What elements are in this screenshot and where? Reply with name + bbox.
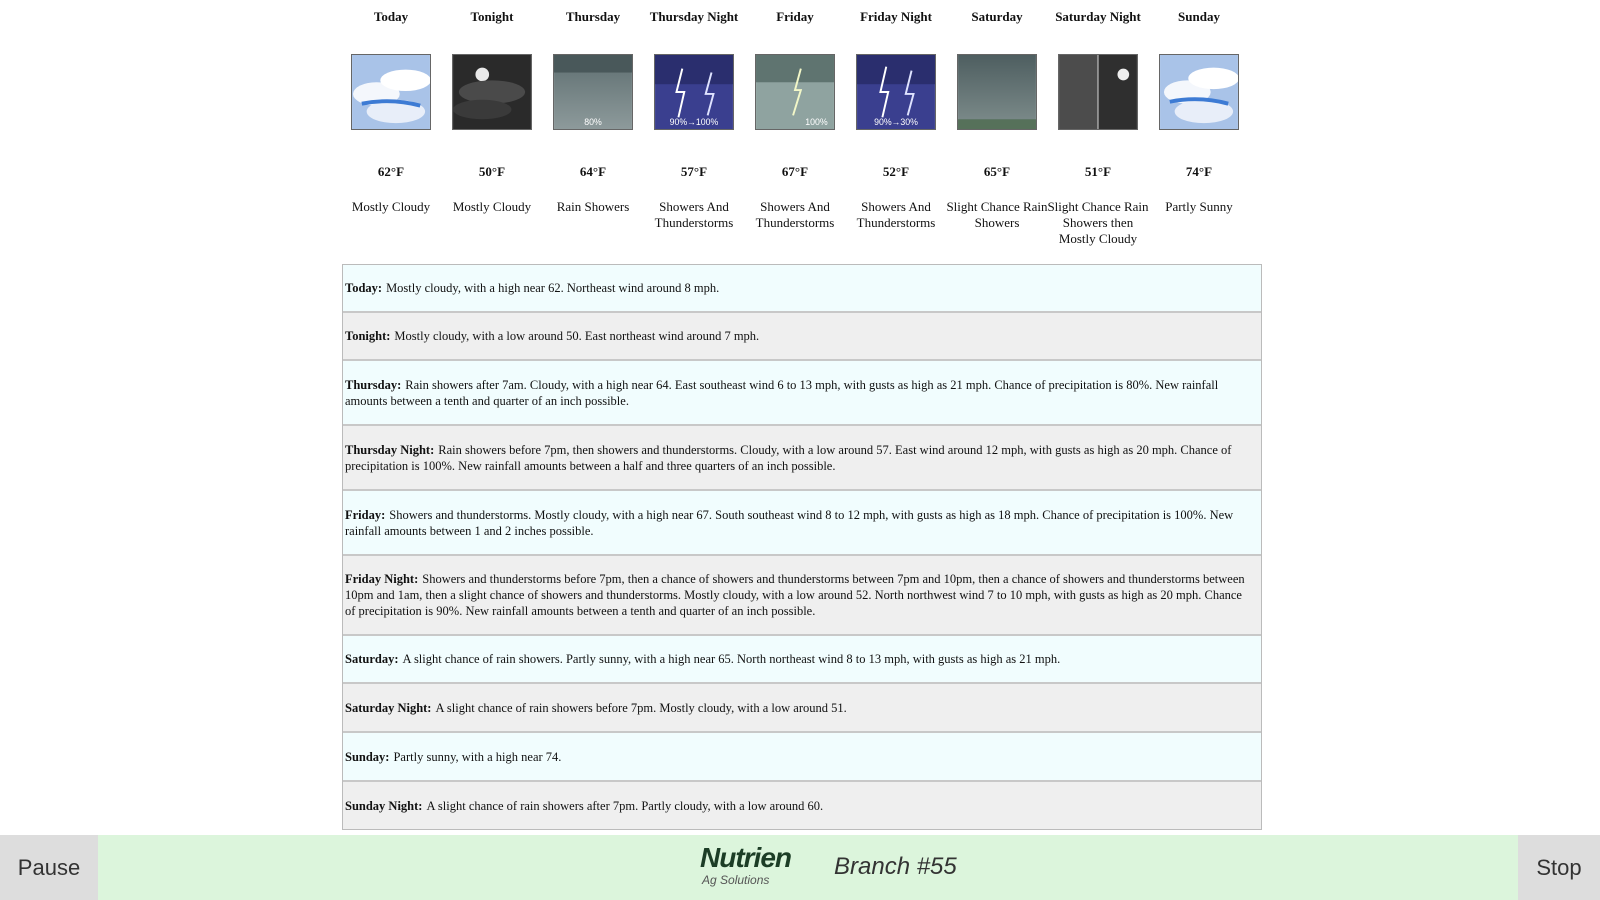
period-name: Thursday Night	[649, 9, 739, 24]
period-name: Sunday	[1178, 9, 1220, 24]
detail-label: Friday:	[345, 507, 386, 522]
branch-label: Branch #55	[834, 853, 957, 880]
forecast-period-thursday-night	[643, 0, 745, 262]
pause-button[interactable]: Pause	[0, 835, 98, 900]
detail-label: Tonight:	[345, 329, 391, 343]
svg-text:90%→30%: 90%→30%	[874, 117, 918, 128]
night-cloudy-icon	[452, 54, 532, 130]
period-name: Thursday	[565, 9, 621, 24]
detail-text: Mostly cloudy, with a low around 50. East northeast wind around 7 mph.	[394, 329, 760, 343]
detail-label: Thursday Night:	[345, 442, 435, 457]
rain-showers-icon	[957, 54, 1037, 130]
detail-row-saturday-night	[343, 684, 1261, 733]
period-temp: 65°F	[983, 164, 1011, 179]
forecast-period-friday	[744, 0, 846, 262]
svg-text:80%: 80%	[584, 117, 602, 128]
detail-text: Rain showers before 7pm, then showers and thunderstorms. Cloudy, with a low around 57. East wind around 12 mph, with gusts as high as 20 mph. Chance of precipitation is 100%. New rainfall amounts between a half and three quarters of an inch possible.	[345, 442, 1232, 473]
period-name: Friday	[776, 9, 814, 24]
detail-label: Sunday:	[345, 749, 390, 764]
detail-label: Saturday Night:	[345, 700, 432, 715]
detail-row-thursday-night	[343, 426, 1261, 491]
detail-row-thursday	[343, 361, 1261, 426]
period-temp: 67°F	[781, 164, 809, 179]
detail-row-today	[343, 265, 1261, 313]
svg-text:90%→100%: 90%→100%	[669, 117, 719, 128]
detail-row-saturday	[343, 636, 1261, 684]
detail-label: Thursday:	[345, 377, 402, 392]
detail-text: Mostly cloudy, with a high near 62. Northeast wind around 8 mph.	[386, 281, 720, 295]
period-temp: 51°F	[1084, 164, 1112, 179]
period-short-forecast: Partly Sunny	[1165, 199, 1233, 214]
period-short-forecast: Showers And Thunderstorms	[856, 199, 936, 230]
detail-text: A slight chance of rain showers. Partly sunny, with a high near 65. North northeast wind 8 to 13 mph, with gusts as high as 21 mph.	[402, 652, 1061, 666]
period-temp: 74°F	[1185, 164, 1213, 179]
period-short-forecast: Showers And Thunderstorms	[654, 199, 734, 230]
detail-row-tonight	[343, 313, 1261, 361]
rain-showers-icon	[553, 54, 633, 130]
night-rain-icon	[1058, 54, 1138, 130]
nutrien-logo	[700, 843, 810, 893]
period-temp: 57°F	[680, 164, 708, 179]
detail-text: A slight chance of rain showers after 7pm. Partly cloudy, with a low around 60.	[426, 798, 824, 813]
detail-text: Rain showers after 7am. Cloudy, with a high near 64. East southeast wind 6 to 13 mph, with gusts as high as 21 mph. Chance of precipitation is 80%. New rainfall amounts between a tenth and quarter of an inch possible.	[345, 377, 1219, 408]
stop-button[interactable]: Stop	[1518, 835, 1600, 900]
period-name: Saturday	[971, 9, 1023, 24]
detail-label: Saturday:	[345, 652, 399, 666]
thunderstorm-icon	[654, 54, 734, 130]
detail-label: Sunday Night:	[345, 798, 423, 813]
detail-row-friday	[343, 491, 1261, 556]
forecast-period-sunday	[1148, 0, 1250, 262]
svg-text:100%: 100%	[805, 117, 828, 128]
forecast-period-tonight	[441, 0, 543, 262]
period-short-forecast: Mostly Cloudy	[452, 199, 532, 214]
period-temp: 64°F	[579, 164, 607, 179]
forecast-period-thursday	[542, 0, 644, 262]
logo-wordmark: Nutrien	[700, 842, 791, 873]
period-short-forecast: Showers And Thunderstorms	[755, 199, 835, 230]
logo-tagline: Ag Solutions	[702, 873, 770, 887]
detail-row-sunday-night	[343, 782, 1261, 829]
forecast-period-saturday-night	[1047, 0, 1149, 262]
period-name: Friday Night	[860, 9, 932, 24]
forecast-strip	[340, 0, 1260, 262]
period-name: Saturday Night	[1055, 9, 1141, 24]
period-name: Tonight	[470, 9, 514, 24]
period-short-forecast: Mostly Cloudy	[351, 199, 431, 214]
detail-text: A slight chance of rain showers before 7pm. Mostly cloudy, with a low around 51.	[435, 700, 847, 715]
detail-row-friday-night	[343, 556, 1261, 636]
partly-cloudy-icon	[1159, 54, 1239, 130]
detailed-forecast-table	[342, 264, 1262, 830]
detail-text: Showers and thunderstorms before 7pm, then a chance of showers and thunderstorms between 7pm and 10pm, then a chance of showers and thunderstorms between 10pm and 1am, then a slight chance of showers and thunderstorms. Mostly cloudy, with a low around 52. North northwest wind 7 to 10 mph, with gusts as high as 20 mph. Chance of precipitation is 90%. New rainfall amounts between a tenth and quarter of an inch possible.	[345, 572, 1245, 618]
footer-bar	[0, 835, 1600, 900]
detail-text: Showers and thunderstorms. Mostly cloudy, with a high near 67. South southeast wind 8 to 12 mph, with gusts as high as 18 mph. Chance of precipitation is 100%. New rainfall amounts between 1 and 2 inches possible.	[345, 507, 1234, 538]
period-temp: 50°F	[478, 164, 506, 179]
partly-cloudy-icon	[351, 54, 431, 130]
period-temp: 52°F	[882, 164, 910, 179]
lightning-showers-icon	[755, 54, 835, 130]
detail-label: Today:	[345, 281, 383, 295]
period-temp: 62°F	[377, 164, 405, 179]
detail-text: Partly sunny, with a high near 74.	[393, 749, 562, 764]
forecast-period-friday-night	[845, 0, 947, 262]
detail-row-sunday	[343, 733, 1261, 782]
thunderstorm-icon	[856, 54, 936, 130]
forecast-period-today	[340, 0, 442, 262]
forecast-period-saturday	[946, 0, 1048, 262]
period-short-forecast: Slight Chance Rain Showers then Mostly Cloudy	[1047, 199, 1149, 246]
detail-label: Friday Night:	[345, 572, 419, 586]
period-short-forecast: Rain Showers	[556, 199, 630, 214]
period-name: Today	[373, 9, 409, 24]
period-short-forecast: Slight Chance Rain Showers	[946, 199, 1048, 230]
